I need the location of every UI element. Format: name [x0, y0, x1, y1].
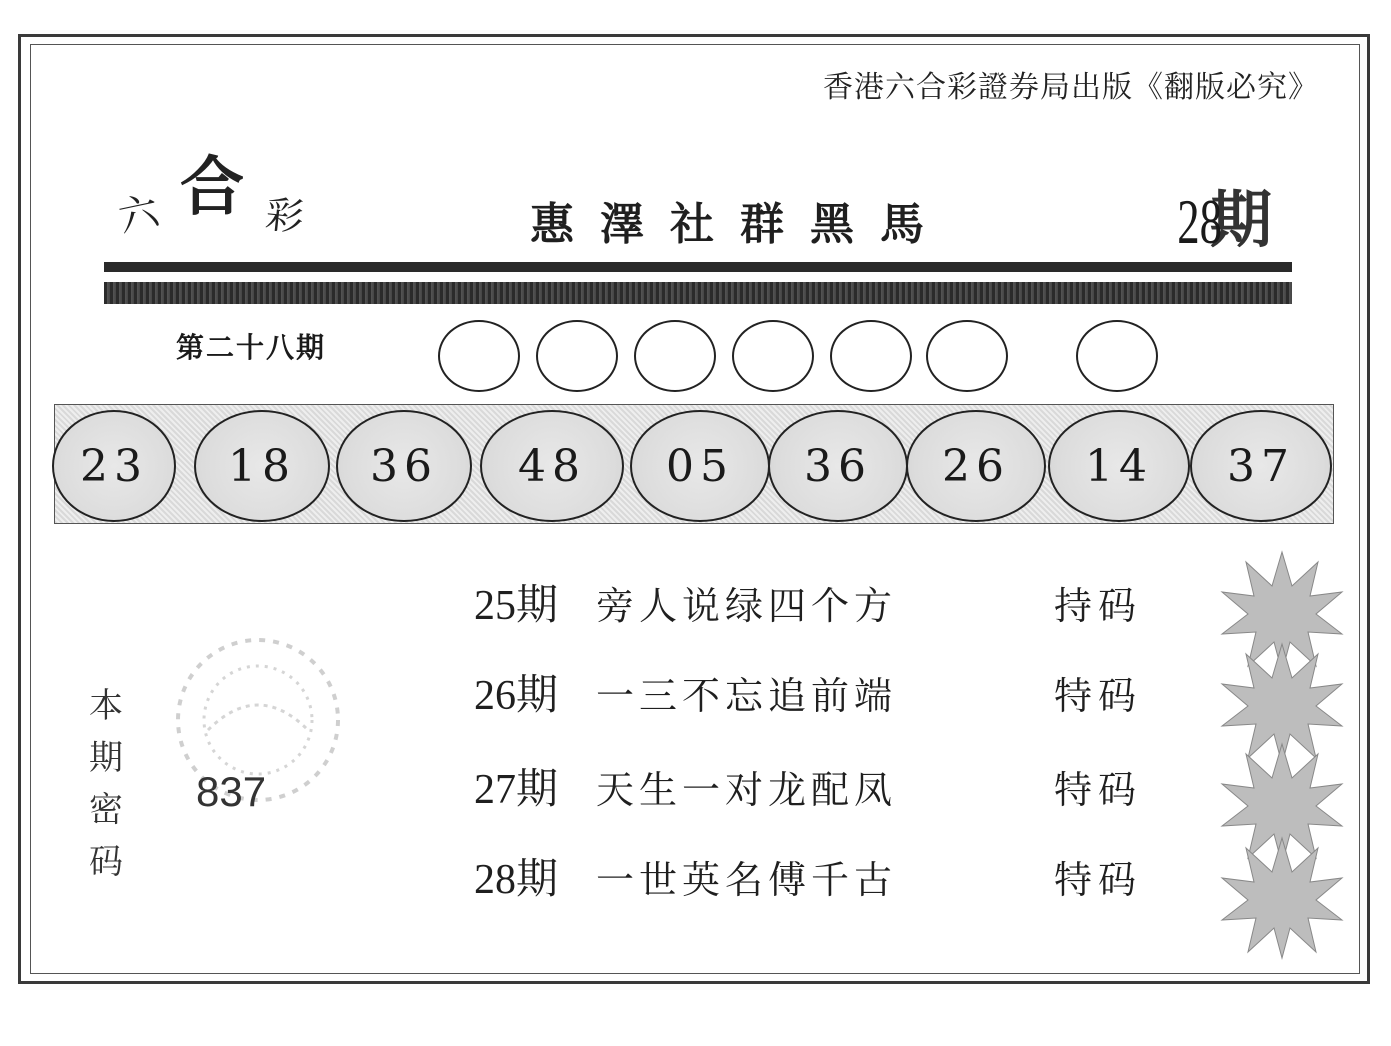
- row-issue: 28期: [474, 857, 559, 903]
- row-tag: 特码: [1054, 767, 1143, 812]
- issue-suffix: 期: [1210, 183, 1273, 256]
- row-verse: 旁人说绿四个方: [596, 583, 898, 628]
- starburst-icon: [1218, 834, 1346, 962]
- result-ball: [732, 320, 814, 392]
- row-issue: 27期: [474, 767, 559, 813]
- lottery-logo: [114, 150, 306, 242]
- publisher-notice: 香港六合彩證券局出版《翻版必究》: [823, 70, 1319, 105]
- special-result-ball: [1076, 320, 1158, 392]
- secret-code-value: 837: [196, 768, 267, 815]
- row-tag: 特码: [1054, 673, 1143, 718]
- row-verse: 一三不忘追前端: [596, 673, 898, 718]
- secret-code-char: 期: [89, 738, 123, 778]
- result-ball: [926, 320, 1008, 392]
- prediction-row: [474, 662, 1142, 722]
- row-tag: 特码: [1054, 857, 1143, 902]
- number-ball: 37: [1190, 410, 1332, 522]
- draw-issue-label: 第二十八期: [176, 331, 327, 364]
- number-ball: 36: [336, 410, 472, 522]
- secret-code-label: [86, 680, 126, 888]
- number-ball: 48: [480, 410, 624, 522]
- number-ball: 14: [1048, 410, 1190, 522]
- result-ball: [536, 320, 618, 392]
- result-ball: [634, 320, 716, 392]
- logo-char-1: 六: [114, 188, 164, 242]
- page-title: 惠澤社群黑馬: [530, 199, 950, 250]
- number-ball: 26: [906, 410, 1046, 522]
- result-ball: [830, 320, 912, 392]
- prediction-row: [474, 756, 1142, 816]
- row-issue: 26期: [474, 673, 559, 719]
- issue-badge: [1158, 170, 1272, 259]
- row-tag: 持码: [1054, 583, 1143, 628]
- prediction-row: [474, 846, 1142, 906]
- row-verse: 天生一对龙配凤: [596, 767, 898, 812]
- secret-code-char: 密: [89, 790, 123, 830]
- logo-char-2: 合: [180, 150, 244, 225]
- number-ball: 23: [52, 410, 176, 522]
- result-ball: [438, 320, 520, 392]
- row-verse: 一世英名傅千古: [596, 857, 898, 902]
- number-ball: 18: [194, 410, 330, 522]
- number-ball: 05: [630, 410, 770, 522]
- issue-number: 28: [1177, 186, 1222, 257]
- logo-char-3: 彩: [263, 192, 306, 240]
- divider-thick: [104, 282, 1292, 304]
- prediction-row: [474, 572, 1142, 632]
- divider-thin: [104, 262, 1292, 272]
- secret-code-char: 码: [89, 842, 123, 882]
- number-ball: 36: [768, 410, 908, 522]
- row-issue: 25期: [474, 583, 559, 629]
- secret-code-char: 本: [89, 686, 123, 726]
